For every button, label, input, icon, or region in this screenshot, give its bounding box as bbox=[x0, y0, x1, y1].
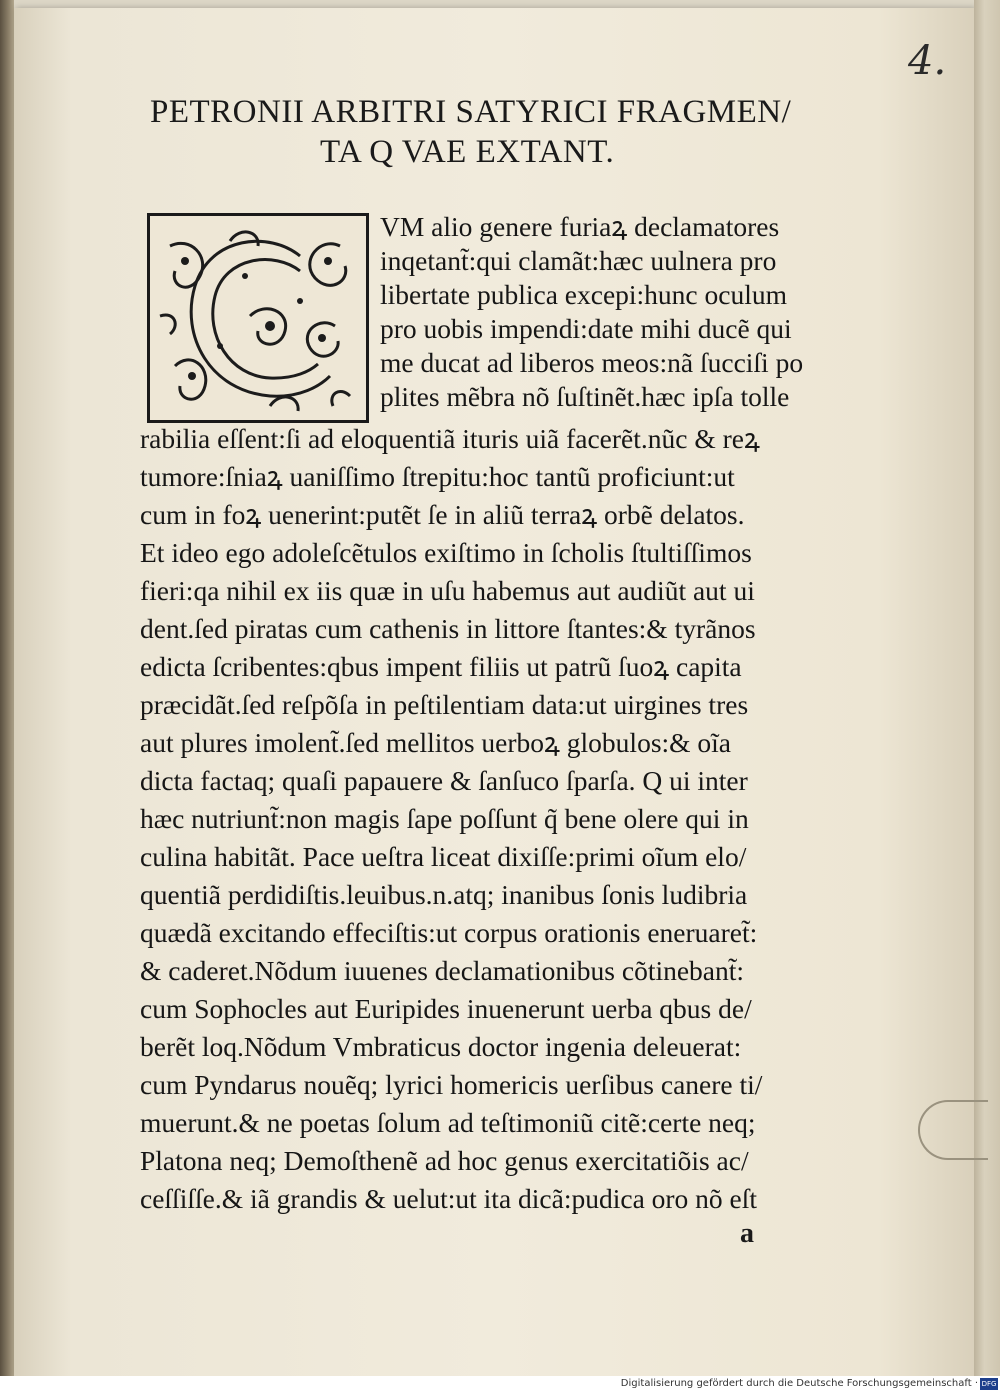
signature-mark: a bbox=[740, 1218, 754, 1249]
text-line: VM alio genere furiaꝝ declamatores bbox=[380, 211, 780, 242]
text-line: inqetant̃:qui clamãt:hæc uulnera pro bbox=[380, 245, 777, 276]
text-line: cum Pyndarus nouẽq; lyrici homericis uerſibus canere ti/ bbox=[140, 1069, 763, 1100]
page-fore-edge bbox=[974, 0, 1000, 1394]
book-spine-edge bbox=[0, 0, 14, 1394]
decorated-initial-c bbox=[147, 213, 369, 423]
text-line: hæc nutriunt̃:non magis ſape poſſunt q̃ bene olere qui in bbox=[140, 803, 749, 834]
text-line: fieri:qa nihil ex iis quæ in uſu habemus aut audiũt aut ui bbox=[140, 575, 755, 606]
text-line: plites mẽbra nõ ſuſtinẽt.hæc ipſa tolle bbox=[380, 381, 790, 412]
text-line: culina habitãt. Pace ueſtra liceat dixiſſe:primi oĩum elo/ bbox=[140, 841, 747, 872]
text-line: dent.ſed piratas cum cathenis in littore ſtantes:& tyrãnos bbox=[140, 613, 756, 644]
text-line: dicta factaq; quaſi papauere & ſanſuco ſparſa. Q ui inter bbox=[140, 765, 748, 796]
text-line: quædã excitando effeciſtis:ut corpus orationis eneruaret̃: bbox=[140, 917, 758, 948]
text-line: Et ideo ego adoleſcẽtulos exiſtimo in ſcholis ſtultiſſimos bbox=[140, 537, 752, 568]
title-line-1: PETRONII ARBITRI SATYRICI FRAGMEN/ bbox=[150, 94, 792, 130]
text-line: berẽt loq.Nõdum Vmbraticus doctor ingenia deleuerat: bbox=[140, 1031, 742, 1062]
text-line: muerunt.& ne poetas ſolum ad teſtimoniũ citẽ:certe neq; bbox=[140, 1107, 756, 1138]
footer-credit: Digitalisierung gefördert durch die Deutsche Forschungsgemeinschaft · bbox=[620, 1378, 978, 1389]
title-line-2: TA Q VAE EXTANT. bbox=[320, 134, 615, 170]
text-line: quentiã perdidiſtis.leuibus.n.atq; inanibus ſonis ludibria bbox=[140, 879, 748, 910]
page-tab-clip bbox=[918, 1100, 988, 1160]
text-line: edicta ſcribentes:qbus impent filiis ut patrũ ſuoꝝ capita bbox=[140, 651, 742, 682]
text-line: præcidãt.ſed reſpõſa in peſtilentiam data:ut uirgines tres bbox=[140, 689, 749, 720]
text-line: cum in foꝝ uenerint:putẽt ſe in aliũ terraꝝ orbẽ delatos. bbox=[140, 499, 745, 530]
text-line: libertate publica excepi:hunc oculum bbox=[380, 279, 787, 310]
text-line: ceſſiſſe.& iã grandis & uelut:ut ita dicã:pudica oro nõ eſt bbox=[140, 1183, 758, 1214]
page-number: 4. bbox=[908, 38, 947, 84]
text-line: tumore:ſniaꝝ uaniſſimo ſtrepitu:hoc tantũ proficiunt:ut bbox=[140, 461, 735, 492]
text-line: Platona neq; Demoſthenẽ ad hoc genus exercitatiõis ac/ bbox=[140, 1145, 749, 1176]
text-line: me ducat ad liberos meos:nã ſucciſi po bbox=[380, 347, 804, 378]
dfg-logo: DFG bbox=[981, 1380, 997, 1388]
floral-initial-icon bbox=[150, 216, 366, 420]
text-line: aut plures imolent̃.ſed mellitos uerboꝝ globulos:& oĩa bbox=[140, 727, 732, 758]
text-line: cum Sophocles aut Euripides inuenerunt uerba qbus de/ bbox=[140, 993, 752, 1024]
text-line: & caderet.Nõdum iuuenes declamationibus cõtinebant̃: bbox=[140, 955, 745, 986]
text-line: pro uobis impendi:date mihi ducẽ qui bbox=[380, 313, 792, 344]
text-line: rabilia eſſent:ſi ad eloquentiã ituris uiã facerẽt.nũc & reꝝ bbox=[140, 423, 760, 454]
page-title bbox=[150, 92, 870, 172]
